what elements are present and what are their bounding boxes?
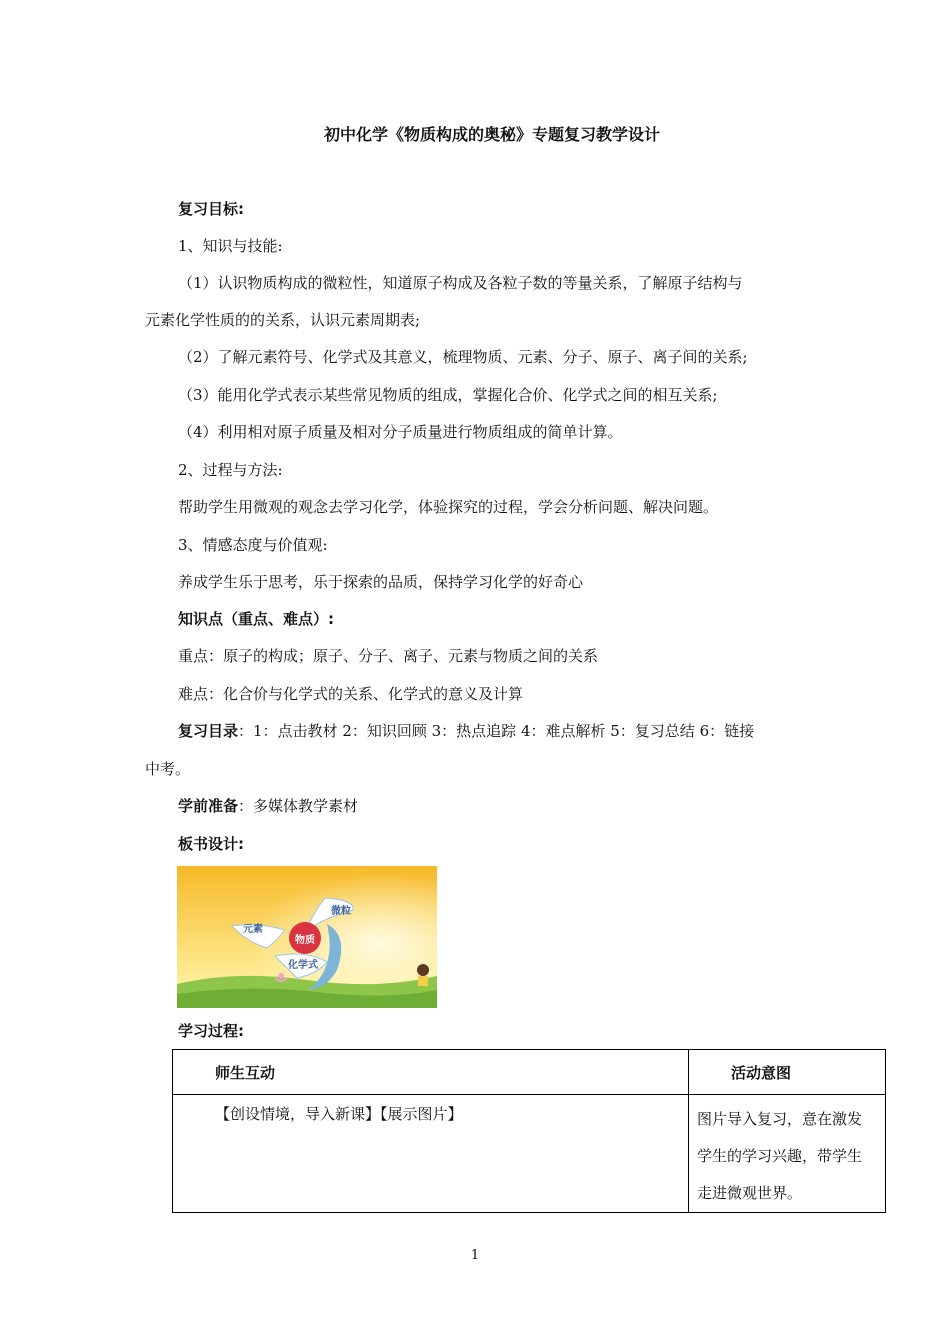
goal1-item4: （4）利用相对原子质量及相对分子质量进行物质组成的简单计算。: [178, 423, 623, 441]
cell-interaction: 【创设情境，导入新课】【展示图片】: [173, 1095, 689, 1213]
table-row: [173, 1095, 886, 1213]
label-element: 元素: [243, 924, 263, 935]
goal1-item2: （2）了解元素符号、化学式及其意义，梳理物质、元素、分子、原子、离子间的关系;: [178, 348, 748, 366]
document-title: 初中化学《物质构成的奥秘》专题复习教学设计: [323, 125, 660, 144]
goal1-item3: （3）能用化学式表示某些常见物质的组成，掌握化合价、化学式之间的相互关系;: [178, 386, 718, 404]
goal2-heading: 2、过程与方法:: [178, 461, 283, 479]
board-heading: 板书设计:: [178, 835, 244, 853]
goal3-heading: 3、情感态度与价值观:: [178, 536, 328, 554]
board-design-illustration: [177, 866, 437, 1008]
intent-line: 走进微观世界。: [697, 1184, 803, 1202]
header-interaction: 师生互动: [173, 1050, 689, 1095]
knowledge-heading: 知识点（重点、难点）:: [178, 610, 334, 628]
page-number: 1: [470, 1248, 480, 1263]
intent-line: 图片导入复习，意在激发: [697, 1110, 863, 1128]
prep-line: [178, 795, 358, 817]
difficult-point: 难点：化合价与化学式的关系、化学式的意义及计算: [178, 685, 524, 703]
intent-line: 学生的学习兴趣，带学生: [697, 1147, 863, 1165]
label-substance: 物质: [295, 935, 315, 946]
table-header-row: [173, 1050, 886, 1095]
board-design-image: [177, 866, 437, 1008]
goals-heading: 复习目标:: [178, 200, 244, 218]
catalog-heading: 复习目录: [178, 722, 239, 740]
learning-process-table: [172, 1049, 886, 1213]
prep-heading: 学前准备: [178, 797, 239, 815]
cell-intent: [689, 1095, 886, 1213]
prep-text: ：多媒体教学素材: [238, 797, 359, 815]
catalog-line2: 中考。: [145, 760, 191, 778]
goal2-text: 帮助学生用微观的观念去学习化学，体验探究的过程，学会分析问题、解决问题。: [178, 498, 719, 516]
catalog-line1: [178, 720, 754, 742]
process-heading: 学习过程:: [178, 1022, 244, 1040]
label-formula: 化学式: [288, 960, 318, 971]
goal3-text: 养成学生乐于思考，乐于探索的品质，保持学习化学的好奇心: [178, 573, 584, 591]
label-particle: 微粒: [331, 906, 351, 917]
goal1-heading: 1、知识与技能:: [178, 237, 283, 255]
key-point: 重点：原子的构成；原子、分子、离子、元素与物质之间的关系: [178, 647, 599, 665]
catalog-text: ：1：点击教材 2：知识回顾 3：热点追踪 4：难点解析 5：复习总结 6：链接: [238, 722, 755, 740]
goal1-item1-line1: （1）认识物质构成的微粒性，知道原子构成及各粒子数的等量关系，了解原子结构与: [178, 274, 743, 292]
header-intent: 活动意图: [689, 1050, 886, 1095]
goal1-item1-line2: 元素化学性质的的关系，认识元素周期表;: [145, 311, 421, 329]
